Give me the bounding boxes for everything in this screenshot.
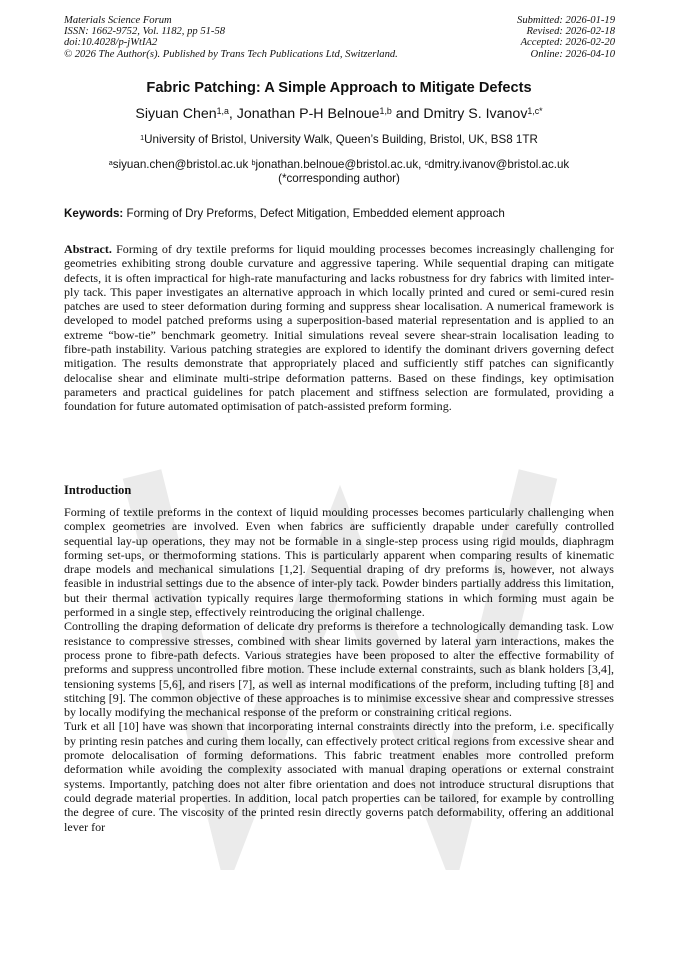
paragraph: Forming of textile preforms in the context of liquid moulding processes becomes particularly challenging when complex geometries are involved. Even when fabrics are sufficiently drapable under carefully controlled sequential lay-up operations, they may not be formable in a single-step process using rigid moulds, diaphragm forming set-ups, or thermoforming stations. This is particularly apparent when comparing results of kinematic drape models and mechanical simulations [1,2]. Sequential draping of dry preforms is, however, not always feasible in industrial settings due to the absence of inter-ply tack. Powder binders partially address this limitation, but their thermal activation typically requires large thermoforming stations in which forming must again be performed in a single step, effectively reintroducing the original challenge. [64,505,614,620]
doi: doi:10.4028/p-jWtIA2 [64,37,158,49]
author-separator: , [228,106,237,122]
abstract [64,242,614,414]
submitted-date: Submitted: 2026-01-19 [517,15,615,26]
author-name: Jonathan P-H Belnoue [236,106,380,122]
journal-name: Materials Science Forum [64,15,172,26]
paper-title: Fabric Patching: A Simple Approach to Mitigate Defects [146,80,532,96]
author-name: Siyuan Chen [135,106,217,122]
author-emails: $^a$siyuan.chen@bristol.ac.uk $^b$jonathan.belnoue@bristol.ac.uk, $^c$dmitry.ivanov@bristol.ac.uk (*corresponding author) [0,158,678,186]
accepted-date: Accepted: 2026-02-20 [520,37,615,49]
email-mark: b [251,157,256,167]
affiliation [0,133,678,146]
affiliation-mark: 1 [140,132,145,142]
author-affiliation-mark: 1,b [379,106,392,117]
abstract-label: Abstract. [64,242,112,256]
author-affiliation-mark: 1,c* [527,106,543,117]
author-affiliation-mark: 1,a [216,106,229,117]
journal-info [64,15,398,60]
revised-date: Revised: 2026-02-18 [526,26,615,38]
copyright: © 2026 The Author(s). Published by Trans Tech Publications Ltd, Switzerland. [64,48,398,60]
corresponding-note: (*corresponding author) [278,172,400,185]
online-date: Online: 2026-04-10 [530,48,615,60]
keywords [64,207,616,220]
email-link[interactable]: siyuan.chen@bristol.ac.uk [112,158,249,171]
issn: ISSN: 1662-9752, Vol. 1182, pp 51-58 [64,26,226,38]
email-mark: c [424,157,429,167]
author-separator: and [391,106,424,122]
keywords-label: Keywords: [64,207,124,220]
paragraph: Controlling the draping deformation of delicate dry preforms is therefore a technologically demanding task. Low resistance to compressive stresses, combined with shear limits governed by lateral yarn interactions, makes the process prone to fibre-path defects. Various strategies have been proposed to alter the effective formability of preforms and suppress uncontrolled fibre motion. These include external constraints, such as blank holders [3,4], tensioning systems [5,6], and risers [7], as well as internal modifications of the preform, including tufting [8] and stitching [9]. The common objective of these approaches is to minimise excessive shear and compressive stresses by locally modifying the mechanical response of the preform or constraining critical regions. [64,619,614,720]
introduction-body [64,505,614,834]
email-link[interactable]: dmitry.ivanov@bristol.ac.uk [428,158,570,171]
abstract-text: Forming of dry textile preforms for liquid moulding processes becomes increasingly challenging for geometries exhibiting strong double curvature and aggressive tapering. While sequential draping can mitigate defects, it is often impractical for high-rate manufacturing and lacks robustness for dry fabrics with limited inter-ply tack. This paper investigates an alternative approach in which locally printed and cured or semi-cured resin patches are used to steer deformation during forming and suppress shear localisation. A numerical framework is developed to model patched preforms using a superposition-based material representation and is applied to an extreme “bow-tie” benchmark geometry. Initial simulations reveal severe shear-strain localisation leading to fibre-path instability. Various patching strategies are explored to identify the dominant drivers governing defect mitigation. The results demonstrate that appropriately placed and sufficiently stiff patches can significantly delocalise shear and eliminate multi-stripe deformation patterns. Based on these findings, key optimisation parameters and practical guidelines for patch placement and stiffness selection are formulated, providing a foundation for future automated optimisation of patch-assisted preform forming. [64,242,614,414]
email-mark: a [108,157,113,167]
author-list [0,106,678,122]
submission-dates [517,15,615,60]
email-link[interactable]: jonathan.belnoue@bristol.ac.uk [255,158,419,171]
author-name: Dmitry S. Ivanov [423,106,528,122]
section-heading-introduction: Introduction [64,483,132,497]
affiliation-text: University of Bristol, University Walk, Queen’s Building, Bristol, UK, BS8 1TR [144,133,538,146]
keywords-text: Forming of Dry Preforms, Defect Mitigation, Embedded element approach [126,207,505,220]
paragraph: Turk et all [10] have was shown that incorporating internal constraints directly into the preform, i.e. specifically by printing resin patches and curing them locally, can effectively protect critical regions from excessive shear and promote delocalisation of forming deformations. This fabric treatment enables more controlled preform deformation while avoiding the complexity associated with manual draping operations or external constraint systems. Importantly, patching does not alter fibre orientation and does not introduce structural disruptions that could degrade material properties. In addition, local patch properties can be tailored, for example by controlling the degree of cure. The viscosity of the printed resin directly governs patch deformability, offering an additional lever for [64,719,614,834]
